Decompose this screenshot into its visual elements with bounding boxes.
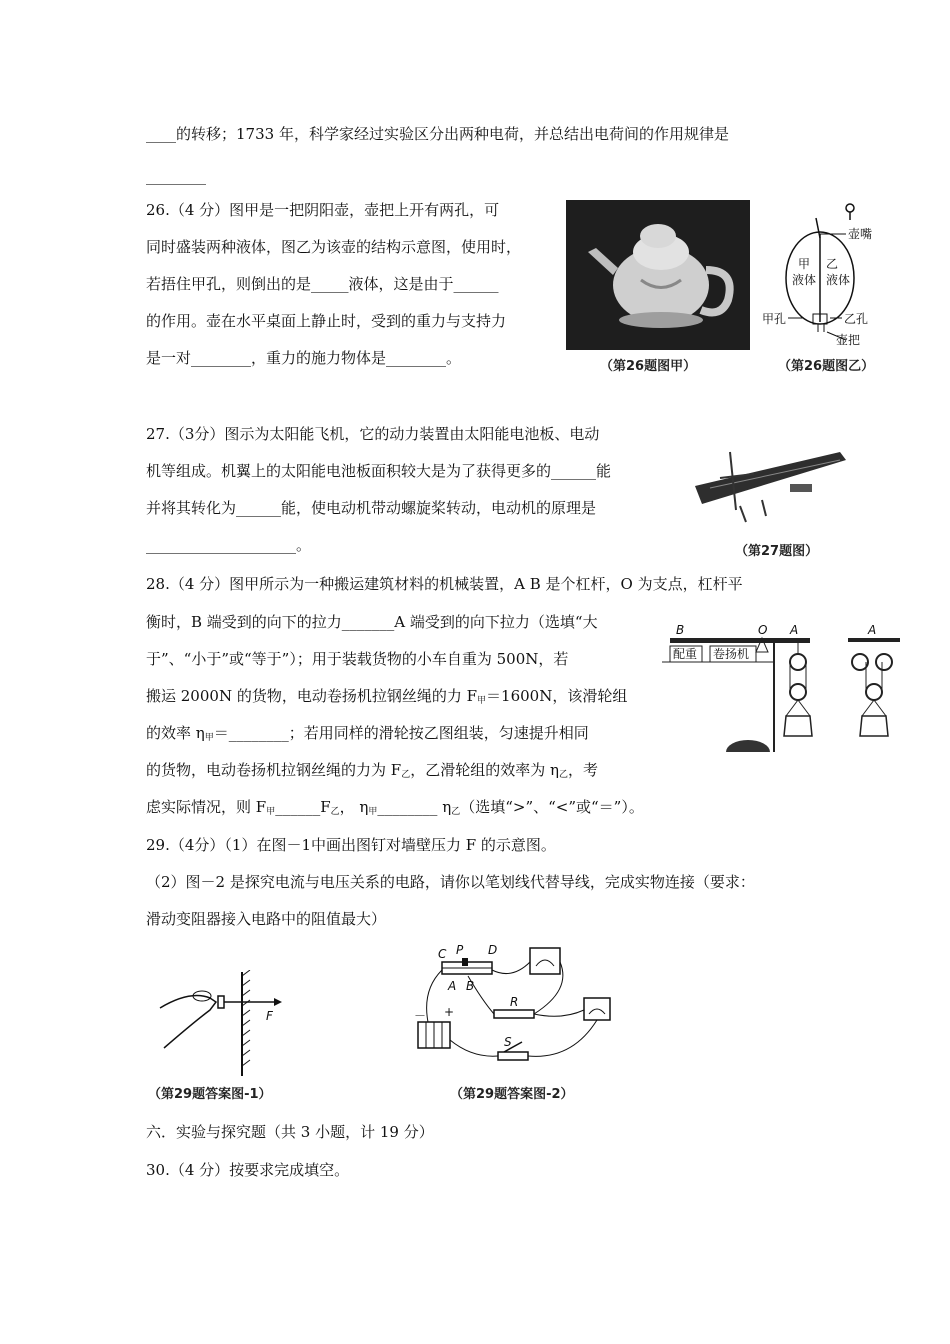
svg-text:A: A — [448, 979, 457, 993]
q26-line-3: 若捂住甲孔，则倒出的是_____液体，这是由于______ — [146, 275, 499, 293]
q30-line-1: 30.（4 分）按要求完成填空。 — [146, 1161, 350, 1179]
svg-text:S: S — [504, 1035, 512, 1049]
label-jia-liquid: 液体 — [792, 273, 817, 287]
q27-line-1: 27.（3分）图示为太阳能飞机，它的动力装置由太阳能电池板、电动 — [146, 425, 600, 443]
label-handle: 壶把 — [836, 333, 861, 347]
q28-line-5: 的效率 $\eta_甲=\_\_\_\_\_\_\_\_$；若用同样的滑轮按乙图组装，匀速提升相同 — [146, 724, 589, 743]
thumbtack-wall-figure — [150, 970, 300, 1078]
q26-line-5: 是一对________，重力的施力物体是________。 — [146, 349, 462, 367]
svg-text:A: A — [790, 623, 799, 637]
label-yi: 乙 — [826, 257, 839, 271]
q29-line-2: （2）图－2 是探究电流与电压关系的电路，请你以笔划线代替导线，完成实物连接（要求： — [146, 873, 755, 891]
fig29-1-caption: （第29题答案图-1） — [148, 1087, 272, 1102]
fig29-2-caption: （第29题答案图-2） — [450, 1087, 574, 1102]
label-hole-jia: 甲孔 — [762, 312, 787, 326]
q26-line-2: 同时盛装两种液体，图乙为该壶的结构示意图，使用时， — [146, 238, 522, 256]
crane-pulley-figure — [662, 620, 906, 752]
svg-text:A: A — [868, 623, 877, 637]
q27-line-3: 并将其转化为______能，使电动机带动螺旋桨转动，电动机的原理是 — [146, 499, 597, 517]
q28-line-1: 28.（4 分）图甲所示为一种搬运建筑材料的机械装置，A B 是个杠杆，O 为支点，杠杆平 — [146, 575, 743, 593]
solar-plane-figure — [690, 436, 850, 528]
label-counterweight: 配重 — [673, 647, 698, 661]
svg-text:C: C — [438, 947, 447, 961]
q27-line-4: ____________________。 — [146, 536, 312, 554]
fig26a-caption: （第26题图甲） — [600, 359, 697, 374]
circuit-figure — [412, 940, 622, 1080]
svg-text:B: B — [466, 979, 475, 993]
label-jia: 甲 — [798, 257, 811, 271]
q25-line-1: ____的转移；1733 年，科学家经过实验区分出两种电荷，并总结出电荷间的作用规律是 — [146, 125, 729, 143]
q25-line-2: ________ — [146, 167, 206, 185]
label-yi-liquid: 液体 — [826, 273, 851, 287]
q29-line-3: 滑动变阻器接入电路中的阻值最大） — [146, 910, 387, 928]
svg-text:P: P — [456, 943, 464, 957]
q28-line-7: 虑实际情况，则 $F_甲\_\_\_\_\_\_F_乙$， $\eta_甲\_\_\_\_\_\_\_\_$ $\eta_乙$（选填“>”、“<”或“＝”）。 — [146, 798, 644, 817]
svg-text:R: R — [510, 995, 519, 1009]
q29-line-1: 29.（4分）（1）在图－1中画出图钉对墙壁压力 F 的示意图。 — [146, 836, 556, 854]
q28-line-2: 衡时，B 端受到的向下的拉力_______A 端受到的向下拉力（选填“大 — [146, 613, 598, 631]
q26-line-4: 的作用。壶在水平桌面上静止时，受到的重力与支持力 — [146, 312, 507, 330]
svg-text:O: O — [758, 623, 768, 637]
svg-text:－: － — [414, 1009, 427, 1023]
svg-text:B: B — [676, 623, 685, 637]
svg-text:D: D — [488, 943, 498, 957]
teapot-photo — [566, 200, 750, 350]
q28-line-4: 搬运 2000N 的货物，电动卷扬机拉钢丝绳的力 $F_甲=1600N$，该滑轮组 — [146, 687, 628, 706]
q28-line-6: 的货物，电动卷扬机拉钢丝绳的力为 $F_乙$，乙滑轮组的效率为 $\eta_乙$，考 — [146, 761, 598, 780]
section-6-heading: 六．实验与探究题（共 3 小题，计 19 分） — [146, 1123, 434, 1141]
q27-line-2: 机等组成。机翼上的太阳能电池板面积较大是为了获得更多的______能 — [146, 462, 612, 480]
fig27-caption: （第27题图） — [735, 544, 819, 559]
teapot-structure-diagram — [758, 198, 898, 353]
fig26b-caption: （第26题图乙） — [778, 359, 875, 374]
label-hole-yi: 乙孔 — [844, 312, 869, 326]
label-winch: 卷扬机 — [713, 647, 750, 661]
q26-line-1: 26.（4 分）图甲是一把阴阳壶，壶把上开有两孔，可 — [146, 201, 500, 219]
label-spout: 壶嘴 — [848, 227, 873, 241]
svg-text:+: + — [444, 1005, 455, 1019]
q28-line-3: 于”、“小于”或“等于”）；用于装载货物的小车自重为 500N，若 — [146, 650, 569, 668]
force-label-f: F — [266, 1009, 273, 1023]
